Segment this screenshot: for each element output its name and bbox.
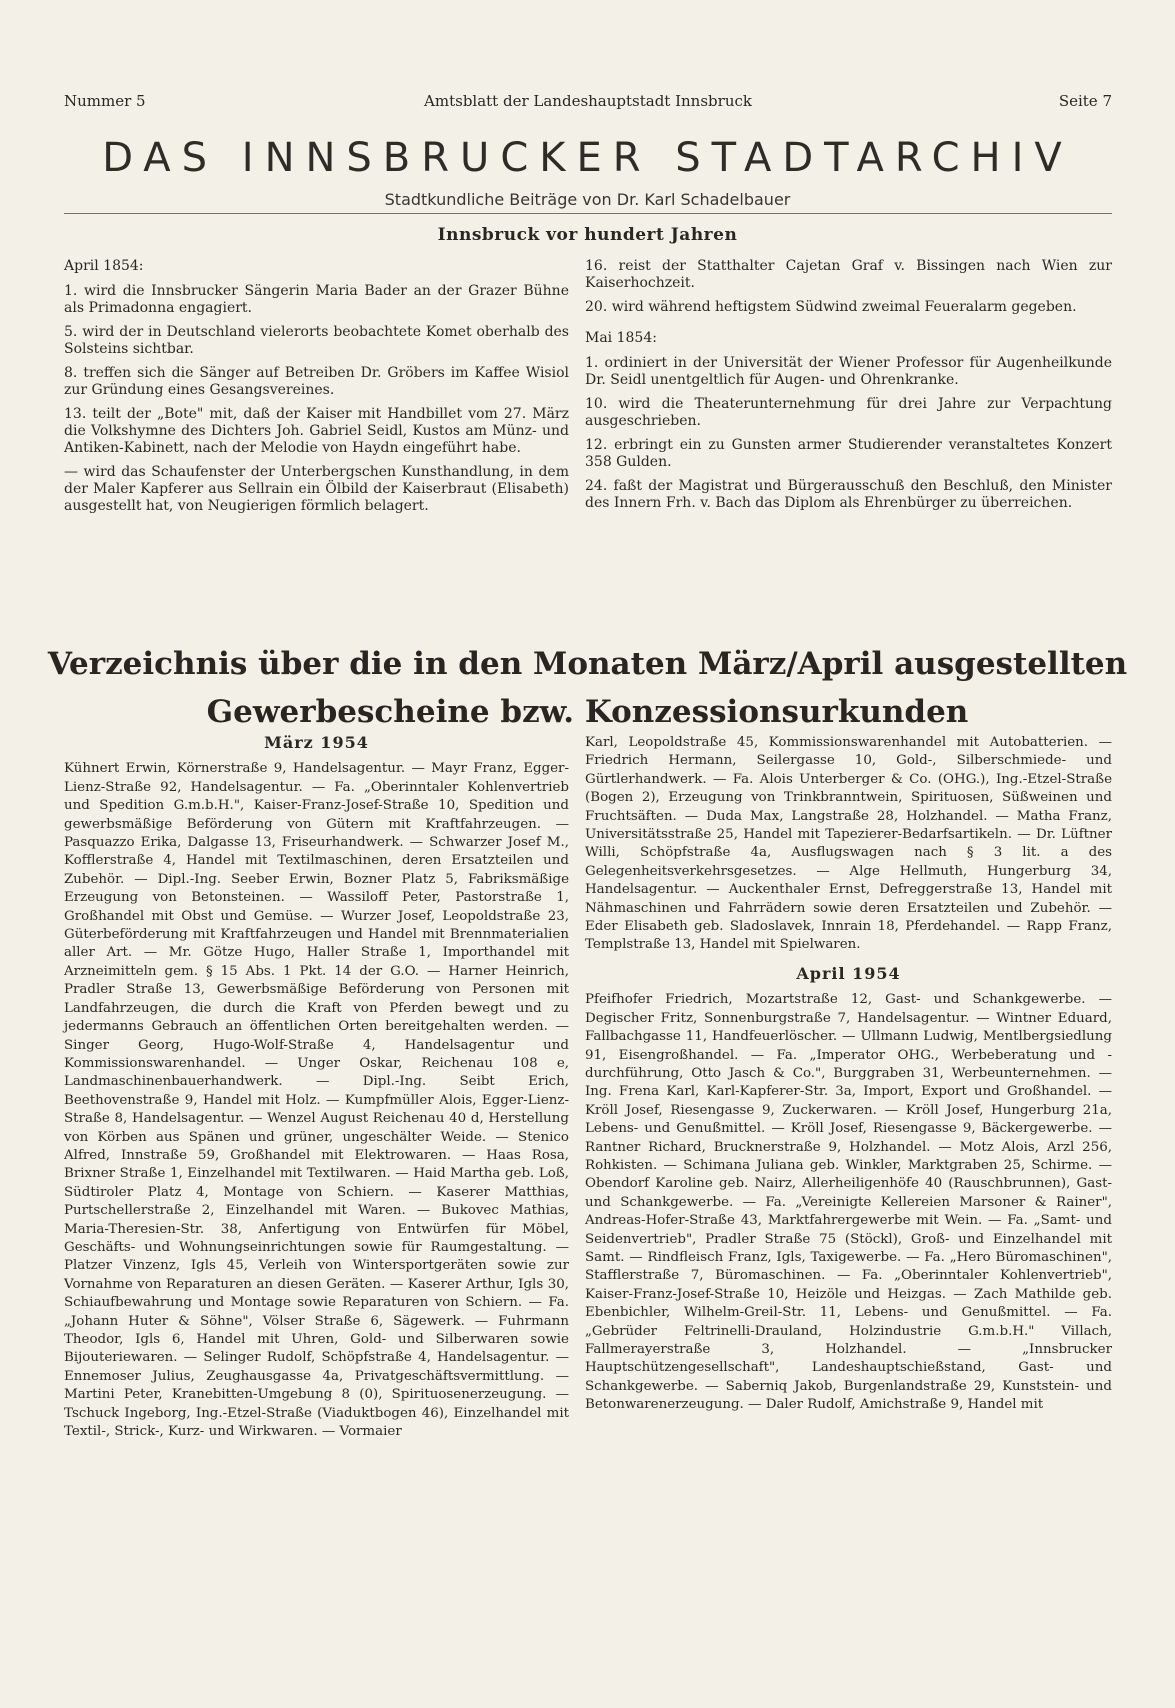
page-number: Seite 7 <box>1058 92 1112 110</box>
masthead-title: DAS INNSBRUCKER STADTARCHIV <box>102 135 1073 181</box>
chronicle-entry: 1. ordiniert in der Universität der Wiener Professor für Augenheilkunde Dr. Seidl unentgeltlich für Augen- und Ohrenkranke. <box>585 355 1112 388</box>
march-heading: März 1954 <box>264 733 369 752</box>
chronicle-left-column <box>64 258 569 522</box>
register-title-line2: Gewerbescheine bzw. Konzessionsurkunden <box>206 694 969 730</box>
issue-number: Nummer 5 <box>64 92 146 110</box>
chronicle-entry: 24. faßt der Magistrat und Bürgerausschuß den Beschluß, den Minister des Innern Frh. v. Bach das Diplom als Ehrenbürger zu überreichen. <box>585 478 1112 511</box>
running-header <box>64 92 1112 114</box>
masthead-subtitle: Stadtkundliche Beiträge von Dr. Karl Schadelbauer <box>384 190 791 209</box>
chronicle-entry: 5. wird der in Deutschland vielerorts beobachtete Komet oberhalb des Solsteins sichtbar. <box>64 324 569 357</box>
chronicle-entry: 20. wird während heftigstem Südwind zweimal Feueralarm gegeben. <box>585 299 1077 315</box>
masthead-divider <box>64 213 1112 214</box>
register-title-line1: Verzeichnis über die in den Monaten März/April ausgestellten <box>47 646 1128 682</box>
chronicle-heading: Innsbruck vor hundert Jahren <box>437 225 738 245</box>
march-listing: Kühnert Erwin, Körnerstraße 9, Handelsagentur. — Mayr Franz, Egger-Lienz-Straße 92, Handelsagentur. — Fa. „Oberinntaler Kohlenvertrieb und Spedition G.m.b.H.", Kaiser-Franz-Josef-Straße 10, Spedition und gewerbsmäßige Beförderung von Gütern mit Kraftfahrzeugen. — Pasquazzo Erika, Dalgasse 13, Friseurhandwerk. — Schwarzer Josef M., Kofflerstraße 4, Handel mit Textilmaschinen, deren Ersatzteilen und Zubehör. — Dipl.-Ing. Seeber Erwin, Bozner Platz 5, Fabriksmäßige Erzeugung von Betonsteinen. — Wassiloff Peter, Pastorstraße 1, Großhandel mit Obst und Gemüse. — Wurzer Josef, Leopoldstraße 23, Güterbeförderung mit Kraftfahrzeugen und Handel mit Brennmaterialien aller Art. — Mr. Götze Hugo, Haller Straße 1, Importhandel mit Arzneimitteln gem. § 15 Abs. 1 Pkt. 14 der G.O. — Harner Heinrich, Pradler Straße 13, Gewerbsmäßige Beförderung von Personen mit Landfahrzeugen, die durch die Kraft von Pferden bewegt und zu jedermanns Gebrauch an öffentlichen Orten bereitgehalten werden. — Singer Georg, Hugo-Wolf-Straße 4, Handelsagentur und Kommissionswarenhandel. — Unger Oskar, Reichenau 108 e, Landmaschinenbauerhandwerk. — Dipl.-Ing. Seibt Erich, Beethovenstraße 9, Handel mit Holz. — Kumpfmüller Alois, Egger-Lienz-Straße 8, Handelsagentur. — Wenzel August Reichenau 40 d, Herstellung von Körben aus Spänen und grüner, ungeschälter Weide. — Stenico Alfred, Innstraße 59, Großhandel mit Elektrowaren. — Haas Rosa, Brixner Straße 1, Einzelhandel mit Textilwaren. — Haid Martha geb. Loß, Südtiroler Platz 4, Montage von Schiern. — Kaserer Matthias, Purtschellerstraße 2, Einzelhandel mit Waren. — Bukovec Mathias, Maria-Theresien-Str. 38, Anfertigung von Entwürfen für Möbel, Geschäfts- und Wohnungseinrichtungen sowie für Raumgestaltung. — Platzer Vinzenz, Igls 45, Verleih von Wintersportgeräten sowie zur Vornahme von Reparaturen an diesen Geräten. — Kaserer Arthur, Igls 30, Schiaufbewahrung und Montage sowie Reparaturen von Schiern. — Fa. „Johann Huter & Söhne", Völser Straße 6, Sägewerk. — Fuhrmann Theodor, Igls 6, Handel mit Uhren, Gold- und Silberwaren sowie Bijouteriewaren. — Selinger Rudolf, Schöpfstraße 4, Handelsagentur. — Ennemoser Julius, Zeughausgasse 4a, Privatgeschäftsvermittlung. — Martini Peter, Kranebitten-Umgebung 8 (0), Spirituosenerzeugung. — Tschuck Ingeborg, Ing.-Etzel-Straße (Viaduktbogen 46), Einzelhandel mit Textil-, Strick-, Kurz- und Wirkwaren. — Vormaier <box>64 761 569 1440</box>
chronicle-entry: 10. wird die Theaterunternehmung für drei Jahre zur Verpachtung ausgeschrieben. <box>585 396 1112 429</box>
register-left-column <box>64 734 569 1441</box>
chronicle-entry: — wird das Schaufenster der Unterbergschen Kunsthandlung, in dem der Maler Kapferer aus Sellrain ein Ölbild der Kaiserbraut (Elisabeth) ausgestellt hat, von Neugierigen förmlich belagert. <box>64 464 569 514</box>
chronicle-month-april: April 1854: <box>64 258 144 274</box>
chronicle-entry: 13. teilt der „Bote" mit, daß der Kaiser mit Handbillet vom 27. März die Volkshymne des Dichters Joh. Gabriel Seidl, Kustos am Münz- und Antiken-Kabinett, nach der Melodie von Haydn eingeführt habe. <box>64 406 569 456</box>
april-listing: Pfeifhofer Friedrich, Mozartstraße 12, Gast- und Schankgewerbe. — Degischer Fritz, Sonnenburgstraße 7, Handelsagentur. — Wintner Eduard, Fallbachgasse 11, Handfeuerlöscher. — Ullmann Ludwig, Mentlbergsiedlung 91, Eisengroßhandel. — Fa. „Imperator OHG., Werbeberatung und -durchführung, Otto Jasch & Co.", Burggraben 31, Werbeunternehmen. — Ing. Frena Karl, Karl-Kapferer-Str. 3a, Import, Export und Großhandel. — Kröll Josef, Riesengasse 9, Zuckerwaren. — Kröll Josef, Hungerburg 21a, Lebens- und Genußmittel. — Kröll Josef, Riesengasse 9, Bäckergewerbe. — Rantner Richard, Brucknerstraße 9, Holzhandel. — Motz Alois, Arzl 256, Rohkisten. — Schimana Juliana geb. Winkler, Marktgraben 25, Schirme. — Obendorf Karoline geb. Nairz, Allerheiligenhöfe 40 (Rauschbrunnen), Gast- und Schankgewerbe. — Fa. „Vereinigte Kellereien Marsoner & Rainer", Andreas-Hofer-Straße 43, Marktfahrergewerbe mit Wein. — Fa. „Samt- und Seidenvertrieb", Pradler Straße 75 (Stöckl), Groß- und Einzelhandel mit Samt. — Rindfleisch Franz, Igls, Taxigewerbe. — Fa. „Hero Büromaschinen", Stafflerstraße 7, Büromaschinen. — Fa. „Oberinntaler Kohlenvertrieb", Kaiser-Franz-Josef-Straße 10, Heizöle und Heizgas. — Zach Mathilde geb. Ebenbichler, Wilhelm-Greil-Str. 11, Lebens- und Genußmittel. — Fa. „Gebrüder Feltrinelli-Drauland, Holzindustrie G.m.b.H." Villach, Fallmerayerstraße 3, Holzhandel. — „Innsbrucker Hauptschützengesellschaft", Landeshauptschießstand, Gast- und Schankgewerbe. — Saberniq Jakob, Burgenlandstraße 29, Kunststein- und Betonwarenerzeugung. — Daler Rudolf, Amichstraße 9, Handel mit <box>585 992 1112 1413</box>
chronicle-entry: 16. reist der Statthalter Cajetan Graf v. Bissingen nach Wien zur Kaiserhochzeit. <box>585 258 1112 291</box>
chronicle-entry: 8. treffen sich die Sänger auf Betreiben Dr. Gröbers im Kaffee Wisiol zur Gründung eines Gesangsvereines. <box>64 365 569 398</box>
chronicle-entry: 12. erbringt ein zu Gunsten armer Studierender veranstaltetes Konzert 358 Gulden. <box>585 437 1112 470</box>
chronicle-entry: 1. wird die Innsbrucker Sängerin Maria Bader an der Grazer Bühne als Primadonna engagiert. <box>64 283 569 316</box>
publication-name: Amtsblatt der Landeshauptstadt Innsbruck <box>424 92 752 110</box>
chronicle-right-column <box>585 258 1112 519</box>
chronicle-month-may: Mai 1854: <box>585 330 657 346</box>
register-title <box>0 640 1175 736</box>
register-right-column <box>585 734 1112 1415</box>
march-listing-continued: Karl, Leopoldstraße 45, Kommissionswarenhandel mit Autobatterien. — Friedrich Hermann, Seilergasse 10, Gold-, Silberschmiede- und Gürtlerhandwerk. — Fa. Alois Unterberger & Co. (OHG.), Ing.-Etzel-Straße (Bogen 2), Erzeugung von Trinkbranntwein, Spirituosen, Süßweinen und Fruchtsäften. — Duda Max, Langstraße 28, Holzhandel. — Matha Franz, Universitätsstraße 25, Handel mit Tapezierer-Bedarfsartikeln. — Dr. Lüftner Willi, Schöpfstraße 4a, Ausflugswagen nach § 3 lit. a des Gelegenheitsverkehrsgesetzes. — Alge Hellmuth, Hungerburg 34, Handelsagentur. — Auckenthaler Ernst, Defreggerstraße 13, Handel mit Nähmaschinen und Fahrrädern sowie deren Ersatzteilen und Zubehör. — Eder Elisabeth geb. Sladoslavek, Innrain 18, Pferdehandel. — Rapp Franz, Templstraße 13, Handel mit Spielwaren. <box>585 735 1112 953</box>
april-heading: April 1954 <box>796 963 901 983</box>
